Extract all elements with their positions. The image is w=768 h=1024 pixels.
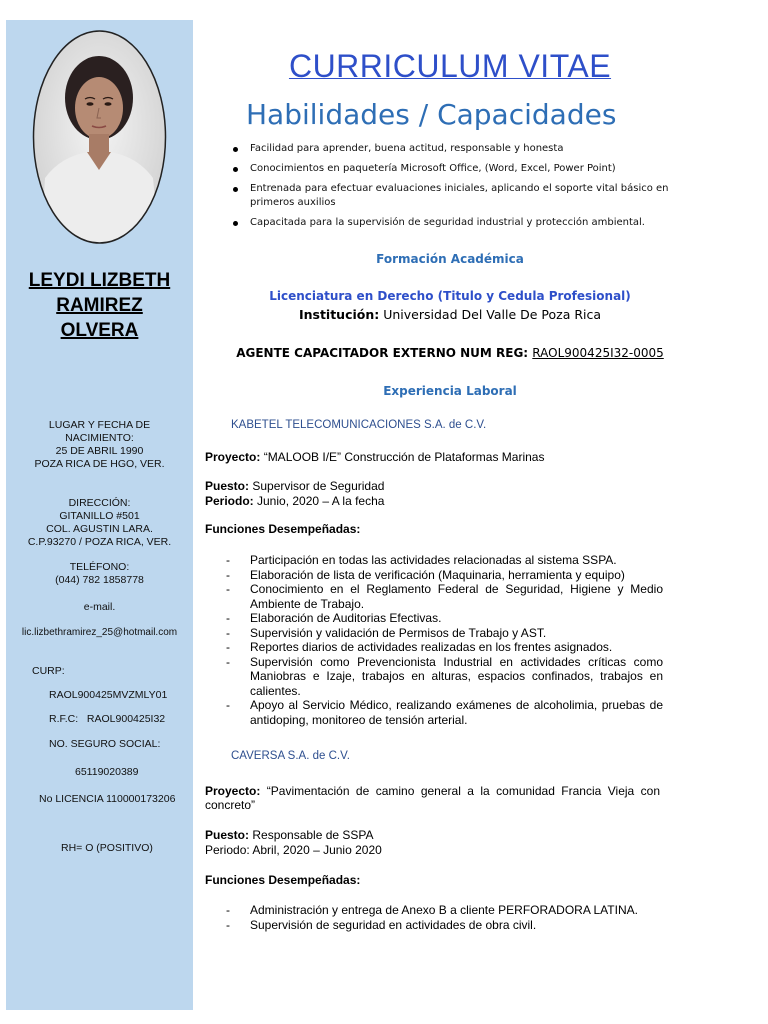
- functions-label: Funciones Desempeñadas:: [205, 522, 361, 536]
- birth-label-1: LUGAR Y FECHA DE: [48, 419, 151, 431]
- experience-heading: Experiencia Laboral: [383, 384, 517, 398]
- address-line-3: C.P.93270 / POZA RICA, VER.: [27, 536, 172, 548]
- position-label: Puesto:: [205, 828, 250, 842]
- function-item: - Supervisión de seguridad en actividades de obra civil.: [205, 918, 663, 933]
- company-name: KABETEL TELECOMUNICACIONES S.A. de C.V.: [231, 419, 487, 431]
- function-item: - Apoyo al Servicio Médico, realizando exámenes de alcoholimia, pruebas de antidoping, monitoreo de tensión arterial.: [205, 698, 663, 727]
- agent-registration: [200, 346, 700, 360]
- agent-label: AGENTE CAPACITADOR EXTERNO NUM REG:: [236, 346, 533, 360]
- project-label: Proyecto:: [205, 450, 261, 464]
- functions-list: [205, 553, 663, 727]
- nss-label: NO. SEGURO SOCIAL:: [49, 738, 161, 750]
- project-text: “Pavimentación de camino general a la comunidad Francia Vieja con concreto”: [205, 784, 660, 812]
- name-line-3: OLVERA: [60, 320, 139, 341]
- functions-heading: [205, 522, 660, 536]
- functions-heading: [205, 873, 660, 887]
- project-text: “MALOOB I/E” Construcción de Plataformas Marinas: [260, 450, 545, 464]
- education-heading: Formación Académica: [376, 252, 524, 266]
- function-item: - Elaboración de Auditorias Efectivas.: [205, 611, 663, 626]
- function-item: - Reportes diarios de actividades realizadas en los frentes asignados.: [205, 640, 663, 655]
- rfc-value: R.F.C: RAOL900425I32: [49, 713, 166, 725]
- functions-list: [205, 903, 663, 932]
- skill-item: Entrenada para efectuar evaluaciones iniciales, aplicando el soporte vital básico en primeros auxilios: [232, 182, 672, 210]
- function-item: - Conocimiento en el Reglamento Federal de Seguridad, Higiene y Medio Ambiente de Trabajo.: [205, 582, 663, 611]
- company-name: CAVERSA S.A. de C.V.: [231, 750, 350, 762]
- curp-value: RAOL900425MVZMLY01: [49, 689, 168, 701]
- skill-item: Facilidad para aprender, buena actitud, responsable y honesta: [232, 142, 672, 156]
- project-label: Proyecto:: [205, 784, 261, 798]
- function-item: - Supervisión como Prevencionista Industrial en actividades críticas como Maniobras e Izaje, trabajos en alturas, espacios confinados, trabajos en calientes.: [205, 655, 663, 699]
- address-line-1: GITANILLO #501: [59, 510, 140, 522]
- address-line-2: COL. AGUSTIN LARA.: [46, 523, 153, 535]
- job-project: [205, 450, 660, 464]
- address-label: DIRECCIÓN:: [68, 497, 131, 509]
- curp-label: CURP:: [32, 665, 65, 677]
- name-line-2: RAMIREZ: [56, 295, 143, 316]
- period-text: Junio, 2020 – A la fecha: [253, 494, 385, 508]
- skill-item: Capacitada para la supervisión de seguridad industrial y protección ambiental.: [232, 216, 672, 230]
- skill-item: Conocimientos en paquetería Microsoft Office, (Word, Excel, Power Point): [232, 162, 672, 176]
- functions-label: Funciones Desempeñadas:: [205, 873, 361, 887]
- institution-name: Universidad Del Valle De Poza Rica: [379, 307, 602, 322]
- birth-label-2: NACIMIENTO:: [65, 432, 134, 444]
- skills-heading: Habilidades / Capacidades: [246, 98, 617, 131]
- phone-label: TELÉFONO:: [69, 561, 130, 573]
- position-label: Puesto:: [205, 479, 250, 493]
- position-text: Responsable de SSPA: [249, 828, 374, 842]
- phone-number: (044) 782 1858778: [55, 574, 144, 586]
- job-period: Periodo: Abril, 2020 – Junio 2020: [205, 843, 382, 857]
- function-item: - Participación en todas las actividades relacionadas al sistema SSPA.: [205, 553, 663, 568]
- job-period: [205, 494, 660, 508]
- function-item: - Supervisión y validación de Permisos de Trabajo y AST.: [205, 626, 663, 641]
- institution: [200, 307, 700, 322]
- function-item: - Elaboración de lista de verificación (Maquinaria, herramienta y equipo): [205, 568, 663, 583]
- email-label: e-mail.: [83, 601, 116, 613]
- degree: Licenciatura en Derecho (Titulo y Cedula Profesional): [269, 289, 631, 303]
- nss-value: 65119020389: [75, 766, 139, 778]
- name-line-1: LEYDI LIZBETH: [28, 270, 171, 291]
- agent-reg-number: RAOL900425I32-0005: [532, 346, 664, 360]
- page-title: CURRICULUM VITAE: [288, 48, 612, 84]
- job-position: [205, 479, 660, 493]
- skills-list: [232, 142, 672, 236]
- blood-type: RH= O (POSITIVO): [61, 842, 153, 854]
- license-value: No LICENCIA 110000173206: [39, 793, 176, 805]
- job-project: [205, 784, 660, 812]
- birth-place: POZA RICA DE HGO, VER.: [34, 458, 165, 470]
- institution-label: Institución:: [298, 307, 380, 322]
- function-item: - Administración y entrega de Anexo B a cliente PERFORADORA LATINA.: [205, 903, 663, 918]
- email-address[interactable]: lic.lizbethramirez_25@hotmail.com: [21, 627, 178, 638]
- period-label: Periodo:: [205, 494, 254, 508]
- position-text: Supervisor de Seguridad: [249, 479, 385, 493]
- birth-date: 25 DE ABRIL 1990: [55, 445, 144, 457]
- job-position: [205, 828, 660, 842]
